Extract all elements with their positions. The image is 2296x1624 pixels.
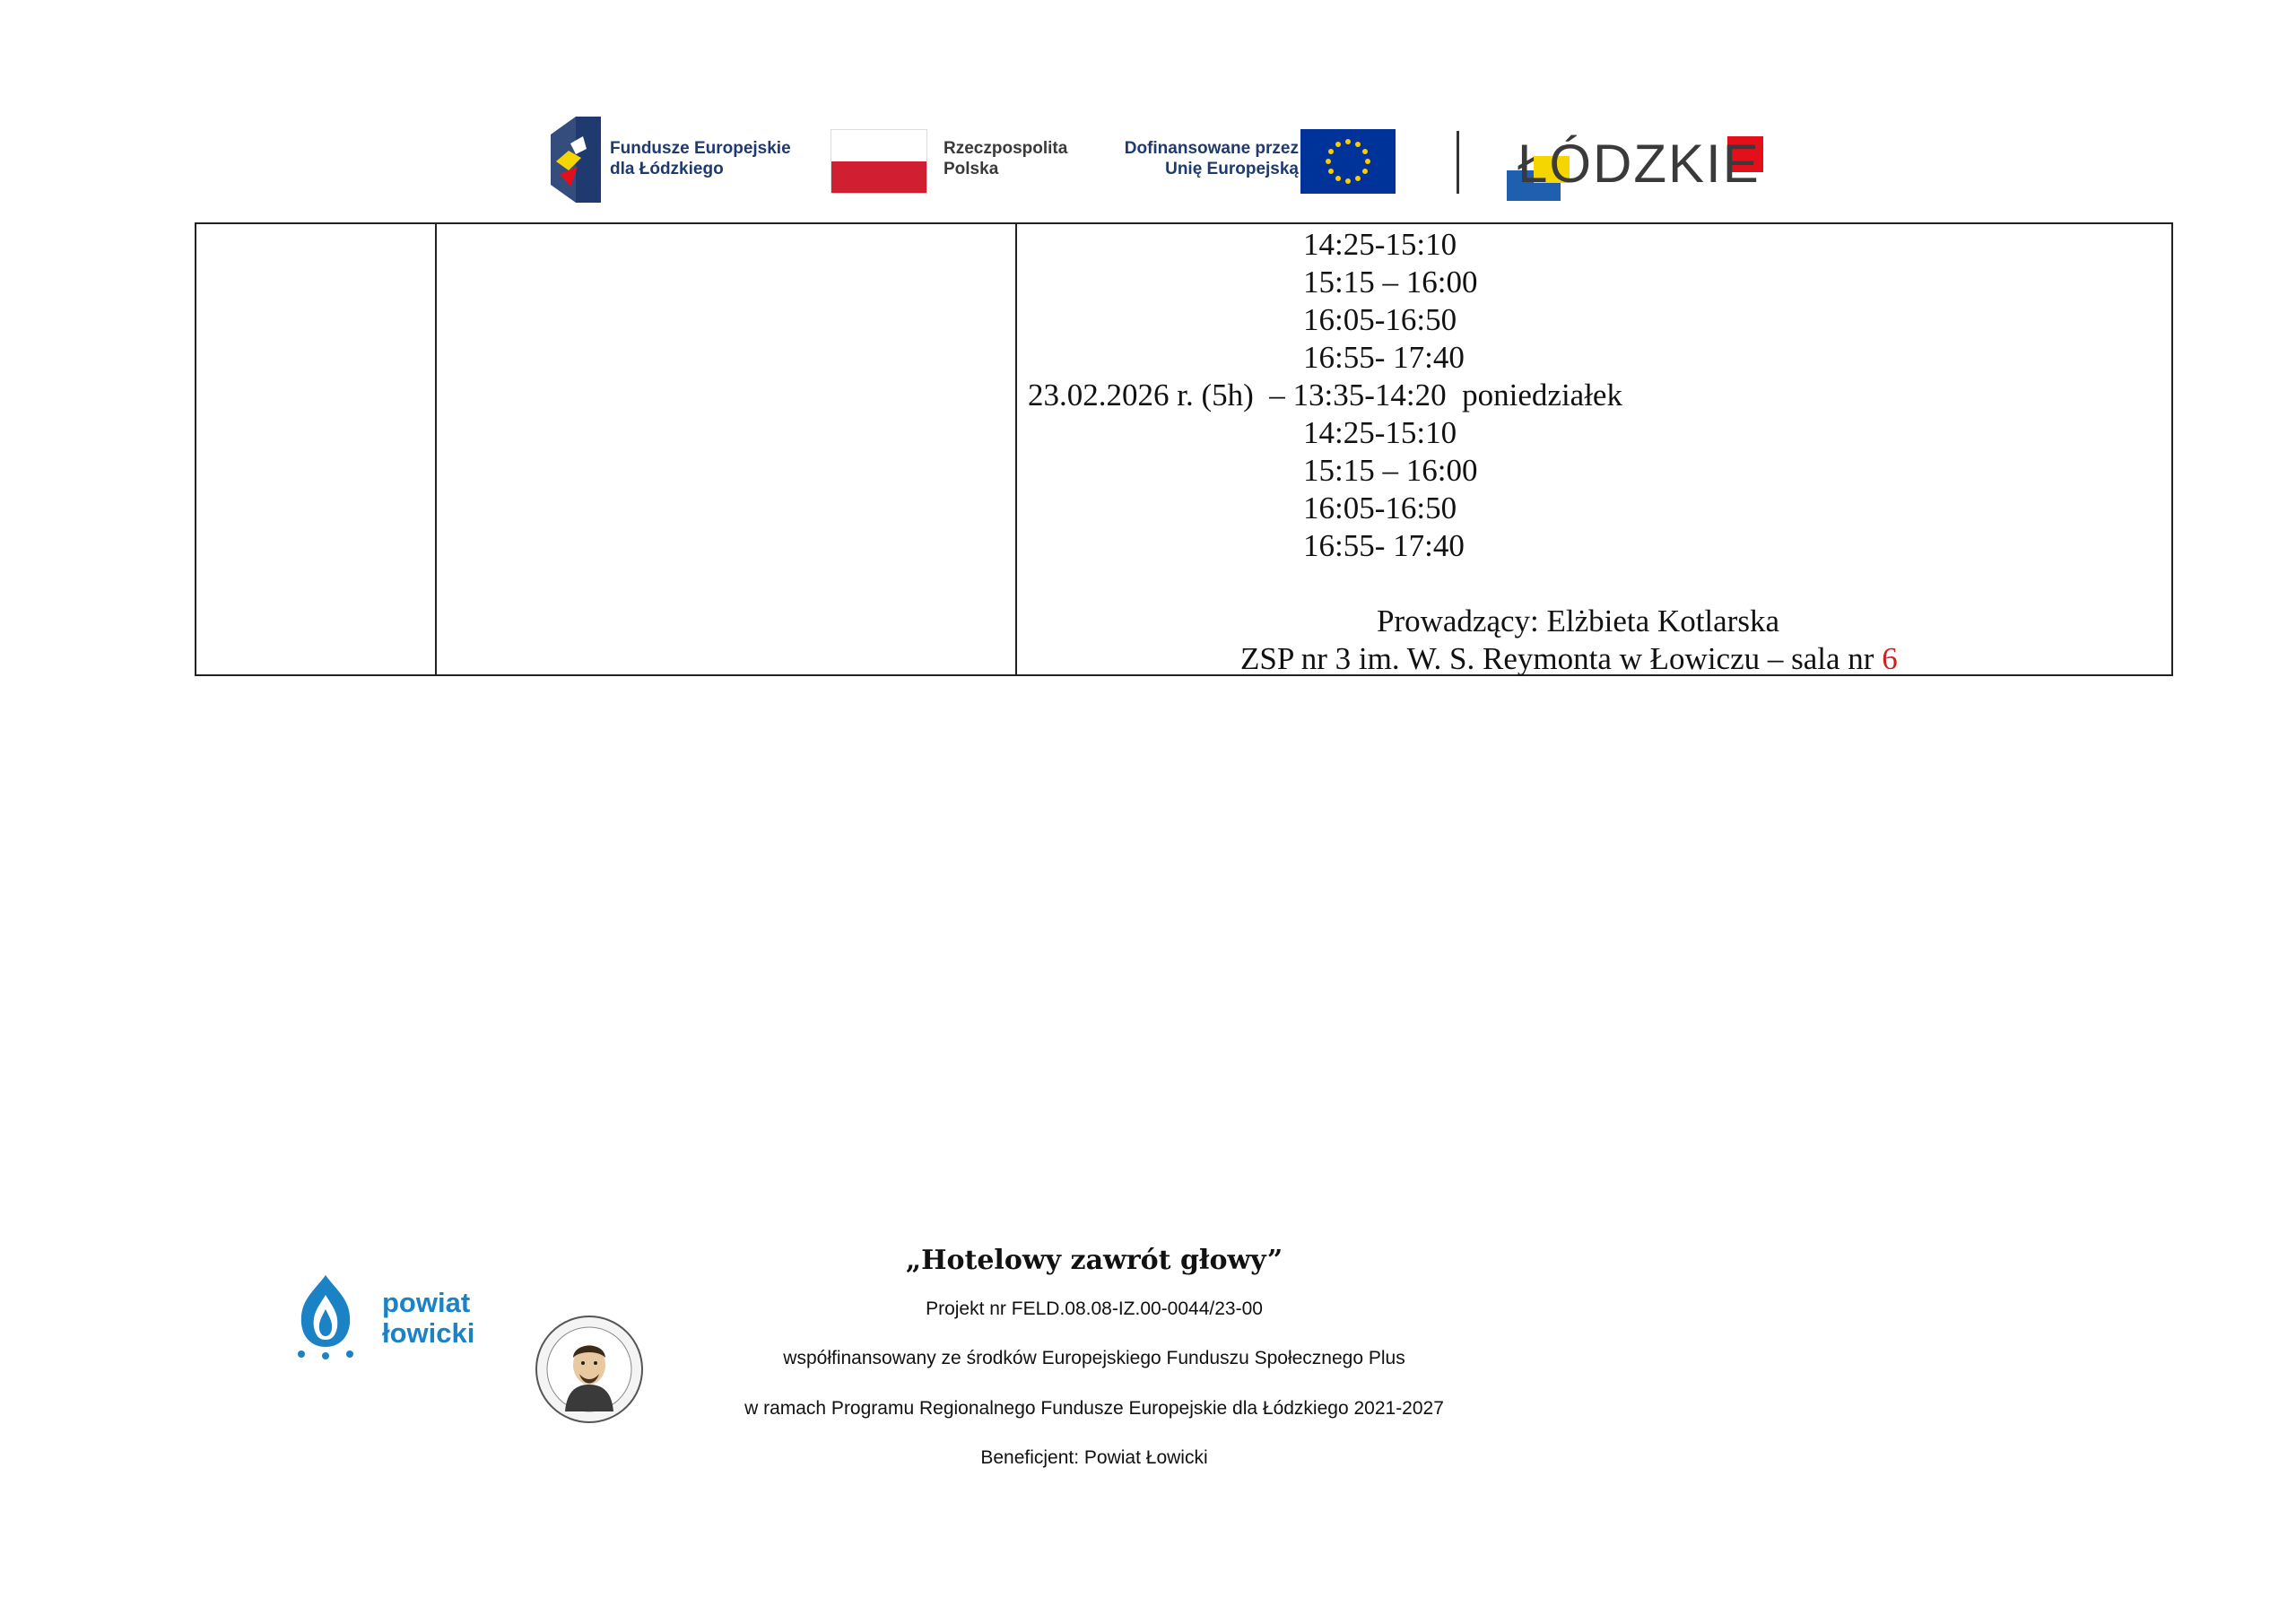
- eu-logo-text: [1109, 138, 1299, 179]
- time-slot: 15:15 – 16:00: [1303, 453, 1478, 488]
- fe-logo-line1: Fundusze Europejskie: [610, 139, 791, 158]
- location-line: [1240, 640, 1898, 678]
- funding-logos-banner: [538, 97, 1787, 212]
- rp-logo-line2: Polska: [944, 160, 999, 178]
- eu-flag: [1300, 129, 1396, 194]
- powiat-logo-line1: powiat: [382, 1287, 471, 1318]
- session-date: 23.02.2026 r. (5h): [1028, 378, 1254, 413]
- location-text: ZSP nr 3 im. W. S. Reymonta w Łowiczu – sala nr: [1240, 641, 1874, 676]
- project-title: „Hotelowy zawrót głowy”: [905, 1245, 1283, 1276]
- eu-logo-line2: Unię Europejską: [1165, 160, 1299, 178]
- rp-logo-text: [944, 138, 1067, 179]
- eu-stars-icon: [1300, 129, 1396, 194]
- time-slot: 14:25-15:10: [1303, 415, 1457, 450]
- eu-logo-line1: Dofinansowane przez: [1124, 139, 1299, 158]
- project-number: Projekt nr FELD.08.08-IZ.00-0044/23-00: [926, 1298, 1263, 1319]
- time-slot: 16:05-16:50: [1303, 302, 1457, 337]
- fe-logo-line2: dla Łódzkiego: [610, 160, 724, 178]
- rp-logo-line1: Rzeczpospolita: [944, 139, 1068, 158]
- program-note: w ramach Programu Regionalnego Fundusze Europejskie dla Łódzkiego 2021-2027: [744, 1398, 1444, 1419]
- beneficiary: Beneficjent: Powiat Łowicki: [980, 1447, 1208, 1468]
- time-slot: 15:15 – 16:00: [1303, 265, 1478, 300]
- time-slot: 16:05-16:50: [1303, 491, 1457, 525]
- lodzkie-region-logo: ŁÓDZKIE: [1518, 134, 1761, 194]
- room-number: 6: [1882, 641, 1898, 676]
- instructor-name: Prowadzący: Elżbieta Kotlarska: [1377, 604, 1779, 638]
- cofinancing-note: współfinansowany ze środków Europejskiego Funduszu Społecznego Plus: [783, 1348, 1405, 1368]
- table-column-divider: [435, 224, 437, 674]
- poland-flag: [831, 129, 927, 194]
- weekday: poniedziałek: [1462, 378, 1622, 413]
- date-line: [1028, 377, 1622, 414]
- fe-logo-text: [610, 138, 791, 179]
- logo-separator: [1457, 131, 1459, 194]
- time-slot: 16:55- 17:40: [1303, 340, 1465, 375]
- time-slot: 16:55- 17:40: [1303, 528, 1465, 563]
- table-column-divider: [1015, 224, 1017, 674]
- powiat-logo-line2: łowicki: [382, 1317, 475, 1349]
- fe-star-logo: [551, 117, 601, 203]
- first-time-slot: – 13:35-14:20: [1269, 378, 1447, 413]
- schedule-table: [195, 222, 2173, 676]
- time-slot: 14:25-15:10: [1303, 227, 1457, 262]
